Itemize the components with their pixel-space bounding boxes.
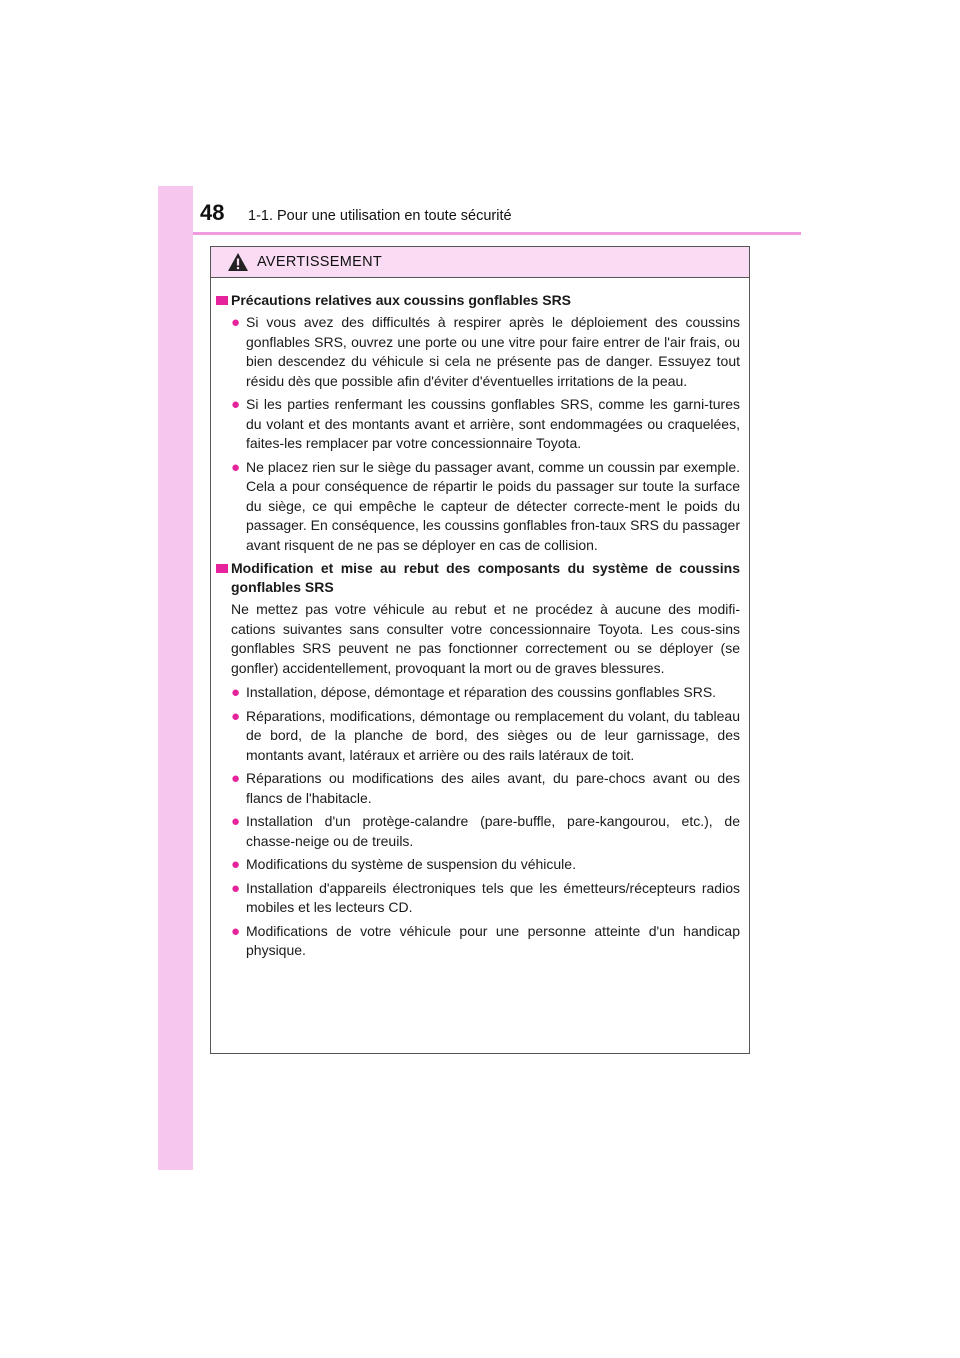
bullet-dot-icon: ● [231,770,241,787]
list-item [231,769,740,808]
bullet-dot-icon: ● [231,856,241,873]
header-rule [193,232,801,235]
list-item [231,458,740,556]
list-item-text: Réparations ou modifications des ailes avant, du pare-chocs avant ou des flancs de l'habitacle. [246,770,740,806]
section-heading [216,291,740,310]
list-item-text: Modifications de votre véhicule pour une personne atteinte d'un handicap physique. [246,922,740,958]
section-intro: Ne mettez pas votre véhicule au rebut et ne procédez à aucune des modifi-cations suivantes sans consulter votre concessionnaire Toyota. Les cous-sins gonflables SRS peuvent ne pas fonctionner correctement ou se déployer (se gonfler) accidentellement, provoquant la mort ou de graves blessures. [231,601,740,676]
list-item-text: Installation, dépose, démontage et réparation des coussins gonflables SRS. [246,684,717,700]
list-item [231,922,740,961]
list-item-text: Ne placez rien sur le siège du passager avant, comme un coussin par exemple. Cela a pour conséquence de répartir le poids du passager sur toute la surface du siège, ce qui empêche le capteur de détecter correcte-ment le poids du passager. En conséquence, les coussins gonflables fron-taux SRS du passager avant risquent de ne pas se déployer en cas de collision. [246,458,740,553]
list-item [231,313,740,391]
side-tab-band [158,186,193,1170]
list-item [231,707,740,766]
section-title: 1-1. Pour une utilisation en toute sécurité [248,208,512,224]
bullet-dot-icon: ● [231,314,241,331]
section-heading [216,559,740,597]
list-item-text: Installation d'un protège-calandre (pare-buffle, pare-kangourou, etc.), de chasse-neige ou de treuils. [246,813,740,849]
list-item [231,683,740,703]
list-item-text: Si vous avez des difficultés à respirer après le déploiement des coussins gonflables SRS, ouvrez une porte ou une vitre pour faire entrer de l'air frais, ou bien descendez du véhicule si cela ne présente pas de danger. Essuyez tout résidu dès que possible afin d'éviter d'éventuelles irritations de la peau. [246,314,740,389]
list-item [231,879,740,918]
bullet-dot-icon: ● [231,396,241,413]
warning-header [211,247,749,278]
bullet-dot-icon: ● [231,922,241,940]
bullet-dot-icon: ● [231,879,241,897]
list-item [231,812,740,851]
list-item-text: Réparations, modifications, démontage ou remplacement du volant, du tableau de bord, de la planche de bord, des sièges ou de leur garnissage, des montants avant, latéraux et arrière ou des rails latéraux de toit. [246,707,740,763]
warning-body [211,278,749,961]
bullet-dot-icon: ● [231,813,241,830]
list-item-text: Modifications du système de suspension du véhicule. [246,856,576,872]
warning-triangle-icon [227,252,249,272]
bullet-dot-icon: ● [231,707,241,725]
warning-title: AVERTISSEMENT [257,254,383,270]
bullet-dot-icon: ● [231,458,241,476]
list-item [231,395,740,454]
bullet-dot-icon: ● [231,684,241,701]
section-heading-text: Modification et mise au rebut des composants du système de coussins gonflables SRS [231,560,740,595]
warning-box [210,246,750,1054]
page-number: 48 [200,200,225,225]
list-item-text: Si les parties renfermant les coussins gonflables SRS, comme les garni-tures du volant et des montants avant et arrière, sont endommagées ou craquelées, faites-les remplacer par votre concessionnaire Toyota. [246,396,740,451]
square-bullet-icon [216,296,228,305]
square-bullet-icon [216,564,228,573]
list-item-text: Installation d'appareils électroniques tels que les émetteurs/récepteurs radios mobiles et les lecteurs CD. [246,879,740,915]
list-item [231,855,740,875]
section-heading-text: Précautions relatives aux coussins gonflables SRS [231,292,572,308]
